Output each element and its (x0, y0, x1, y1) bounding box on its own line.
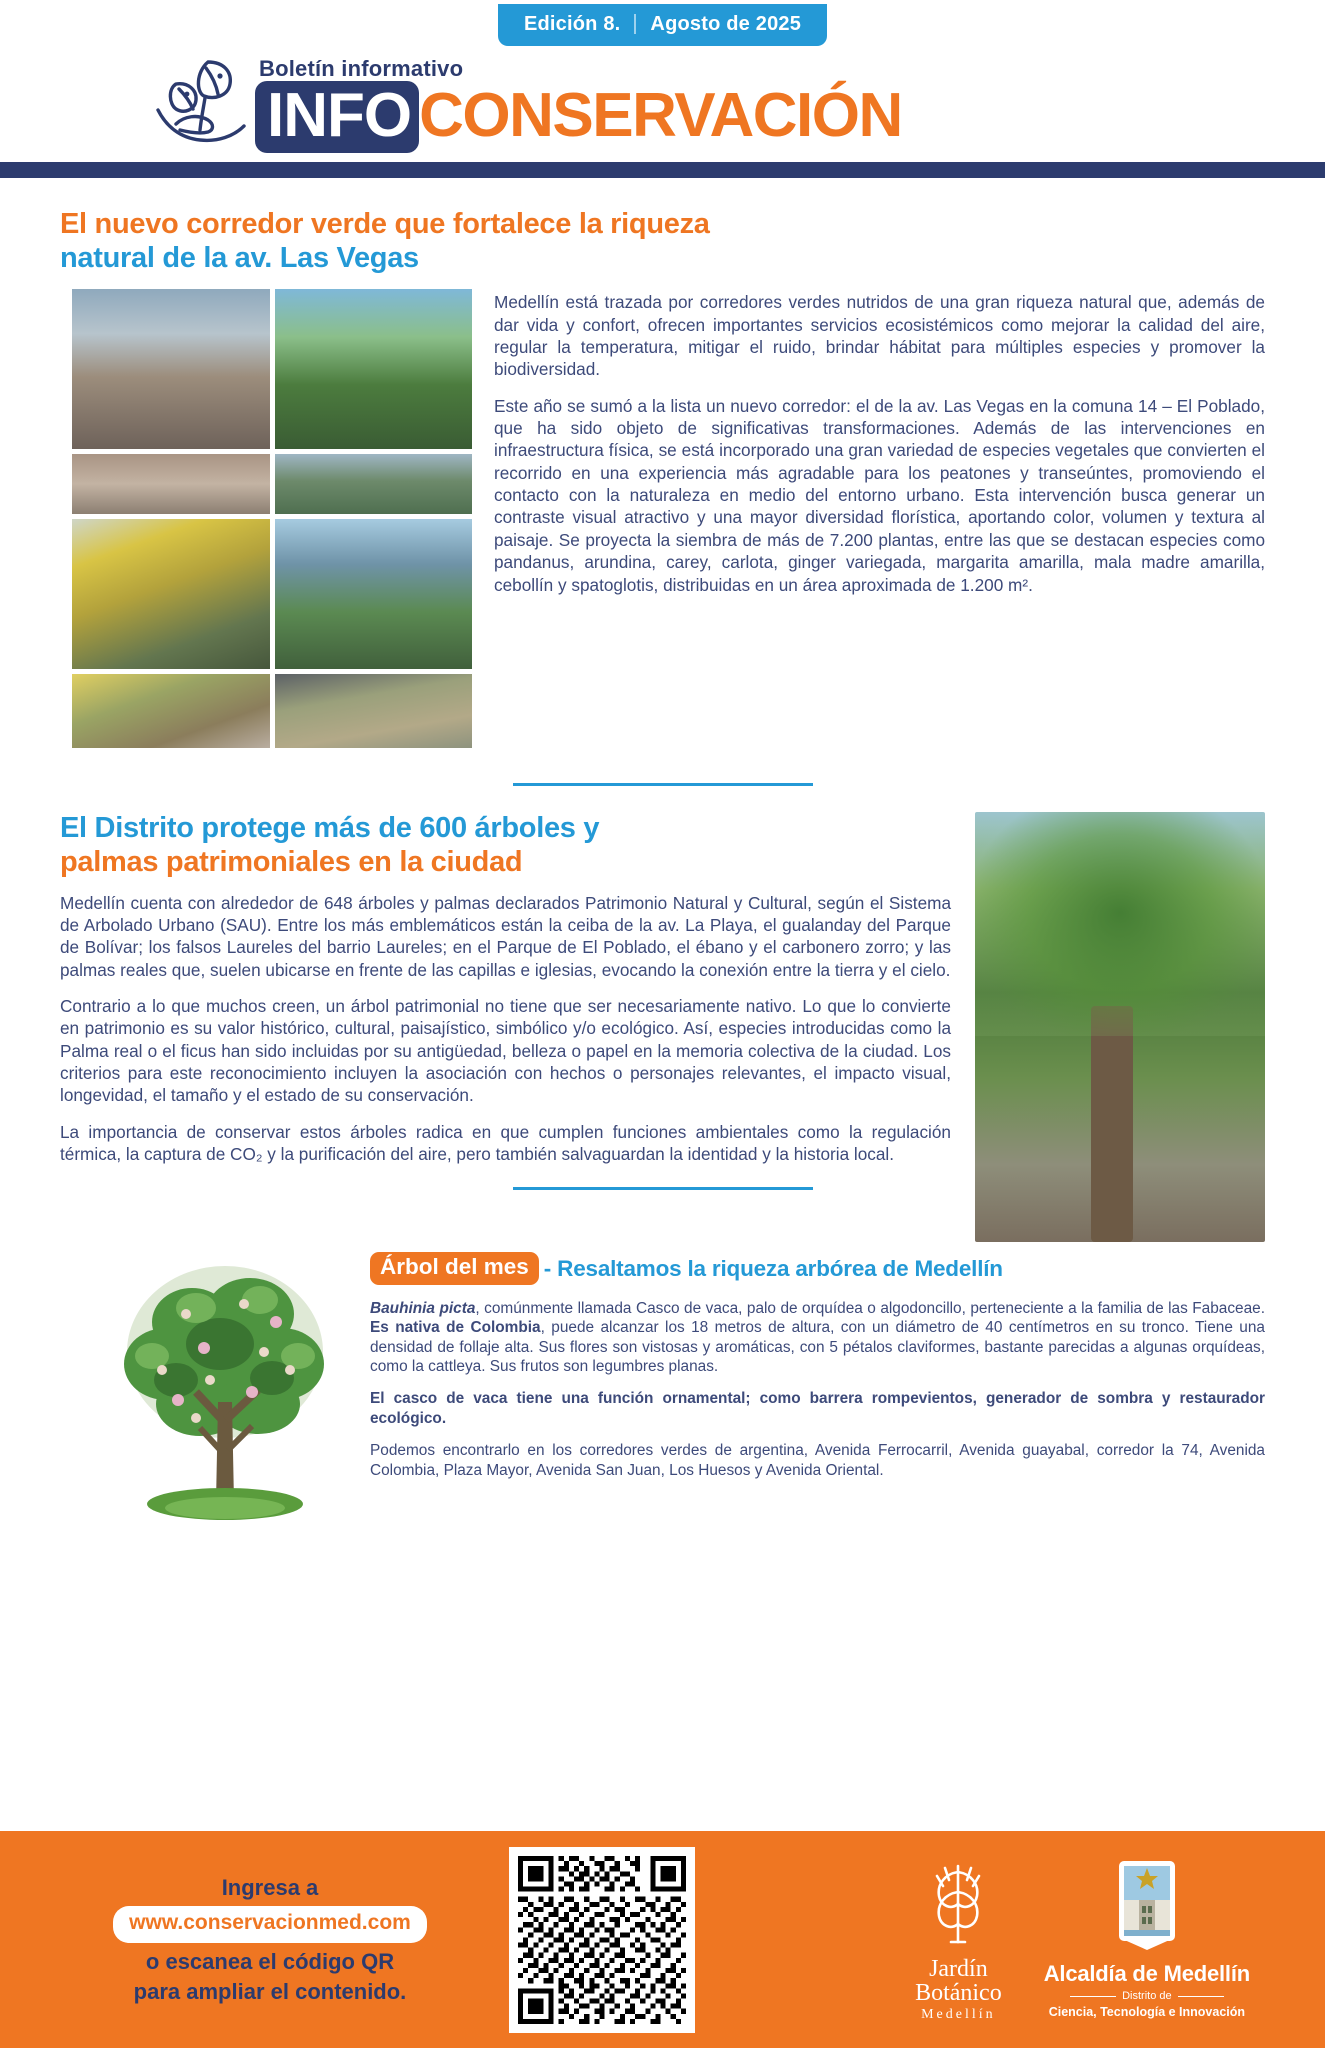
page-body (0, 178, 1325, 1542)
jardin-botanico-line1: Jardín (929, 1955, 988, 1982)
article1-text (494, 275, 1265, 596)
sprout-in-hand-icon (150, 54, 260, 154)
arbol-paragraph-2: El casco de vaca tiene una función ornamental; como barrera rompevientos, generador de sombra y restaurador ecológico. (370, 1390, 1265, 1427)
brand-block (255, 56, 902, 150)
footer-line3: para ampliar el contenido. (133, 1978, 407, 2004)
footer-band (0, 1831, 1325, 2048)
photo-construction-worker (72, 289, 270, 449)
photo-worker-planting (275, 289, 472, 449)
article1-paragraph-1: Medellín está trazada por corredores verdes nutridos de una gran riqueza natural que, además de dar vida y confort, ofrecen importantes servicios ecosistémicos como mejorar la calidad del aire, regular la temperatura, mitigar el ruido, brindar hábitat para múltiples especies y promover la biodiversidad. (494, 292, 1265, 380)
photo-avenue-buildings (275, 519, 472, 669)
footer-url[interactable]: www.conservacionmed.com (113, 1906, 427, 1942)
article2-paragraph-2: Contrario a lo que muchos creen, un árbol patrimonial no tiene que ser necesariamente nativo. Lo que lo convierte en patrimonio es su valor histórico, cultural, paisajístico, simbólico y/o ecológico. Así, especies introducidas como la Palma real o el ficus han sido incluidas por su antigüedad, belleza o papel en la memoria colectiva de la ciudad. Los criterios para este reconocimiento incluyen la asociación con hechos o personajes relevantes, el impacto visual, longevidad, el tamaño y el estado de su conservación. (60, 995, 951, 1106)
section-divider-2 (513, 1187, 813, 1190)
article2-title-line2: palmas patrimoniales en la ciudad (60, 845, 523, 878)
arbol-del-mes-section (60, 1252, 1265, 1542)
medellin-coat-of-arms-icon (1117, 1860, 1177, 1952)
species-scientific-name: Bauhinia picta (370, 1299, 476, 1317)
jardin-botanico-city: Medellín (921, 2007, 996, 2023)
arbol-paragraph-1 (370, 1299, 1265, 1377)
arbol-subtitle: - Resaltamos la riqueza arbórea de Medellín (543, 1255, 1003, 1281)
article1-title-line1: El nuevo corredor verde que fortalece la riqueza (60, 208, 710, 240)
edition-pill (498, 4, 827, 46)
article2-paragraph-1: Medellín cuenta con alrededor de 648 árboles y palmas declarados Patrimonio Natural y Cultural, según el Sistema de Arbolado Urbano (SAU). Entre los más emblemáticos están la ceiba de la av. La Playa, el gualanday del Parque de Bolívar; los falsos Laureles del barrio Laureles; en el Parque de El Poblado, el ébano y el carbonero zorro; y las palmas reales que, suelen ubicarse en frente de las capillas e iglesias, evocando la conexión entre la tierra y el cielo. (60, 892, 951, 980)
article1-title-line2: natural de la av. Las Vegas (60, 241, 419, 274)
wordmark (255, 81, 902, 150)
arbol-p1-bold: Es nativa de Colombia (370, 1319, 541, 1337)
article1-paragraph-2: Este año se sumó a la lista un nuevo corredor: el de la av. Las Vegas en la comuna 14 – El Poblado, que ha sido objeto de significativas transformaciones. Además de las intervenciones en infraestructura física, se está incorporado una gran variedad de especies vegetales que convierten el recorrido en una experiencia más agradable para los peatones y transeúntes, promoviendo el contacto con la naturaleza en medio del entorno urbano. Esta intervención busca generar un contraste visual atractivo y una mayor diversidad florística, aportando color, volumen y textura al paisaje. Se proyecta la siembra de más de 7.200 plantas, entre las que se destacan especies como pandanus, arundina, carey, carlota, ginger variegada, margarita amarilla, mala madre amarilla, cebollín y spatoglotis, distribuidas en un área aproximada de 1.200 m². (494, 395, 1265, 595)
photo-roadside-worker (72, 454, 270, 514)
alcaldia-title: Alcaldía de Medellín (1043, 1961, 1250, 1986)
footer-cta (55, 1873, 485, 2006)
edition-separator (634, 14, 636, 34)
qr-code[interactable] (509, 1847, 695, 2033)
arbol-paragraph-3: Podemos encontrarlo en los corredores verdes de argentina, Avenida Ferrocarril, Avenida guayabal, corredor la 74, Avenida Colombia, Plaza Mayor, Avenida San Juan, Los Huesos y Avenida Oriental. (370, 1442, 1265, 1479)
article1-heading (60, 178, 1265, 275)
photo-hands-planting (72, 674, 270, 748)
alcaldia-distrito (1044, 1990, 1250, 2002)
kicker-text: Boletín informativo (259, 56, 464, 81)
footer-logos (915, 1856, 1270, 2024)
edition-date: Agosto de 2025 (650, 13, 802, 35)
photo-heritage-tree (975, 812, 1265, 1242)
photo-avenue-traffic (275, 454, 472, 514)
arbol-heading (370, 1252, 1265, 1285)
article1-tail (60, 759, 1265, 761)
arbol-content (370, 1252, 1265, 1480)
edition-bar (0, 0, 1325, 46)
article2-paragraph-3: La importancia de conservar estos árboles radica en que cumplen funciones ambientales como la regulación térmica, la captura de CO₂ y la purificación del aire, pero también salvaguardan la identidad y la historia local. (60, 1121, 951, 1165)
section-divider-1 (513, 783, 813, 786)
wordmark-conservacion: CONSERVACIÓN (419, 81, 902, 150)
article2 (60, 812, 1265, 1165)
alcaldia-distrito-text: Distrito de (1122, 1990, 1172, 2002)
bauhinia-tree-illustration (100, 1252, 350, 1542)
article1-photo-grid (72, 289, 472, 753)
jardin-botanico-logo (915, 1856, 1002, 2024)
photo-planted-median (275, 674, 472, 748)
footer-line1: Ingresa a (221, 1874, 319, 1900)
wordmark-info: INFO (255, 81, 419, 153)
alcaldia-logo (1044, 1860, 1250, 2019)
alcaldia-subtitle: Ciencia, Tecnología e Innovación (1048, 2005, 1246, 2019)
jardin-botanico-tree-icon (915, 1856, 1001, 1952)
edition-number: Edición 8. (523, 13, 621, 35)
navy-rule (0, 162, 1325, 178)
article2-title-line1: El Distrito protege más de 600 árboles y (60, 812, 600, 845)
arbol-del-mes-badge: Árbol del mes (370, 1252, 539, 1285)
arbol-p1-part2: , puede alcanzar los 18 metros de altura, con un diámetro de 40 centímetros en su tronco. Tiene una densidad de follaje alta. Sus flores son vistosas y aromáticas, con 5 pétalos claviformes, bastante parecidas a algunas orquídeas, como la cattleya. Sus frutos son legumbres planas. (370, 1319, 1265, 1375)
photo-gardener-closeup (72, 519, 270, 669)
arbol-p1-part1: , comúnmente llamada Casco de vaca, palo de orquídea o algodoncillo, perteneciente a la familia de las Fabaceae. (475, 1299, 1265, 1317)
qr-code-image (518, 1856, 686, 2024)
jardin-botanico-line2: Botánico (915, 1980, 1002, 2006)
masthead (0, 46, 1325, 150)
footer-line2: o escanea el código QR (145, 1948, 395, 1974)
